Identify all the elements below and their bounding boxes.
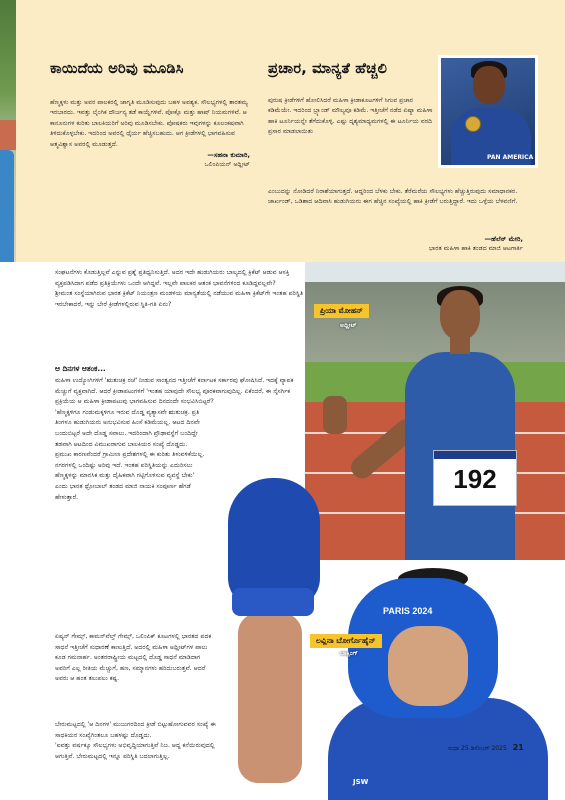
article-paragraph: 'ಹೆಣ್ಮಕ್ಕಳಿಗೂ ಗಂಡುಮಕ್ಕಳಿಗೂ ಇರುವ ದೊಡ್ಡ ವ್ಯತ್ಯಾಸವೇ ಋತುಚಕ್ರ. ಪ್ರತಿ ತಿಂಗಳೂ ಹುಡುಗಿಯರು ಅನುಭವಿಸುವ ಹಿಂಸೆ ಕಡಿಮೆಯಲ್ಲ. ಆಟದ ದಿನವೇ ಬಂದುಬಿಟ್ಟರೆ ಅದೇ ದೊಡ್ಡ ಸವಾಲು. ಇದರಿಂದಾಗಿ ಪ್ರೌಢಾವಸ್ಥೆಗೆ ಬಂದಿದ್ದೇ ತಡವಾಗಿ ಆಟದಿಂದ ವಿಮುಖರಾಗುವ ಬಾಲಕಿಯರ ಸಂಖ್ಯೆ ದೊಡ್ಡದು. ಪ್ರಮುಖ ಕಾರಣವೆಂದರೆ ಗ್ರಾಮೀಣ ಪ್ರದೇಶಗಳಲ್ಲಿ ಈ ಕುರಿತು ತಿಳುವಳಿಕೆಯಿಲ್ಲ. ನಗರಗಳಲ್ಲಿ ಒಂದಿಷ್ಟು ಅರಿವು ಇದೆ. ಇಂತಹ ಪರಿಸ್ಥಿತಿಯನ್ನು ಎದುರಿಸಲು ಹೆಣ್ಮಕ್ಕಳನ್ನು ಮಾನಸಿಕ ಮತ್ತು ದೈಹಿಕವಾಗಿ ಗಟ್ಟಿಗೊಳಿಸುವ ವ್ಯವಸ್ಥೆ ಬೇಕು' ಎಂದು ಭಾರತ ಥ್ರೋಬಾಲ್ ತಂಡದ ಮಾಜಿ ನಾಯಕಿ ಸಂಪೂರ್ಣ ಹೆಗಡೆ ಹೇಳುತ್ತಾರೆ.	[55, 408, 205, 501]
quote-right-signature-role: ಭಾರತ ಮಹಿಳಾ ಹಾಕಿ ತಂಡದ ಮಾಜಿ ಆಟಗಾರ್ತಿ	[428, 245, 523, 252]
quote-right-body-1: ಪುರುಷ ಕ್ರೀಡೆಗಳಿಗೆ ಹೋಲಿಸಿದರೆ ಮಹಿಳಾ ಕ್ರೀಡಾಕೂಟಗಳಿಗೆ ಸಿಗುವ ಪ್ರಚಾರ ಕಡಿಮೆಯೇ. ಇದರಿಂದ ಬ್ರ್ಯಾಂಡ್ ಮೌಲ್ಯವೂ ಕಡಿಮೆ. ಇತ್ತೀಚೆಗೆ ನಡೆದ ಏಷ್ಯಾ ಮಹಿಳಾ ಹಾಕಿ ಟೂರ್ನಿಯನ್ನೇ ತೆಗೆದುಕೊಳ್ಳಿ. ಎಷ್ಟು ದೃಶ್ಯಮಾಧ್ಯಮಗಳಲ್ಲಿ ಈ ಟೂರ್ನಿಯ ವರದಿ ಪ್ರಸಾರ ಮಾಡಲಾಯಿತು	[268, 97, 433, 136]
article-paragraph: ಬೇರುಮಟ್ಟದಲ್ಲಿ 'ಆ ದಿನಗಳ' ಮುಜುಗರದಿಂದ ಕ್ರೀಡೆ ಬಿಟ್ಟುಹೋಗುವವರ ಸಂಖ್ಯೆ ಈ ಸಾಧಕಿಯರ ಸಂಖ್ಯೆಗಿಂತಲೂ ಬಹಳಷ್ಟು ದೊಡ್ಡದು.	[55, 721, 216, 739]
hockey-player-photo	[438, 55, 538, 168]
runner-caption-name: ಪ್ರಿಯಾ ಮೋಹನ್	[314, 304, 369, 318]
medal-icon	[465, 116, 481, 132]
boxer-caption-name: ಲವ್ಲಿನಾ ಬೋರ್ಗೊಹೈನ್	[310, 634, 382, 648]
article-intro	[55, 268, 305, 310]
article-paragraph: ಮಹಿಳಾ ಉದ್ಯೋಗಿಗಳಿಗೆ 'ಋತುಚಕ್ರ ರಜೆ' ನೀಡುವ ಸಾಂತ್ವನದ ಇತ್ತೀಚೆಗೆ ಕರ್ನಾಟಕ ಸರ್ಕಾರವು ಘೋಷಿಸಿದೆ. ಇದಕ್ಕೆ ವ್ಯಾಪಕ ಮೆಚ್ಚುಗೆ ವ್ಯಕ್ತವಾಗಿದೆ. ಆದರೆ ಕ್ರೀಡಾಪಟುಗಳಿಗೆ 'ಇಂತಹ ಯಾವುದೇ ಸೌಲಭ್ಯ ಪೂರಕವಾಗುವುದಿಲ್ಲ. ಏಕೆಂದರೆ, ಈ ನೈಸರ್ಗಿಕ ಪ್ರಕ್ರಿಯೆಯ ಆ ಮಹಿಳಾ ಕ್ರೀಡಾಪಟುವು ಭಾಗವಹಿಸುವ ದಿನದಂದೇ ಸಂಭವಿಸಿಬಿಟ್ಟರೆ?	[55, 377, 294, 406]
quote-right-signature-block	[268, 234, 523, 254]
quote-right-body-2: ಎಂಬುದನ್ನು ನೋಡಿದರೆ ನಿರಾಶೆಯಾಗುತ್ತದೆ. ಆದ್ದರಿಂದ ಬೆಳಕು ಬೇಕು. ತೆರೆಮರೆಯ ಸೌಲಭ್ಯಗಳು ಹೆಚ್ಚುತ್ತಿರುವುದು ಸಮಾಧಾನಕರ. ಜಾರ್ಖಂಡ್, ಒಡಿಶಾದ ಆದಿವಾಸಿ ಹುಡುಗಿಯರು ಈಗ ಹೆಚ್ಚಿನ ಸಂಖ್ಯೆಯಲ್ಲಿ ಹಾಕಿ ಕ್ರೀಡೆಗೆ ಬರುತ್ತಿದ್ದಾರೆ. ಇದು ಒಳ್ಳೆಯ ಬೆಳವಣಿಗೆ.	[268, 188, 518, 206]
article-section-2	[55, 632, 215, 685]
quote-panel	[0, 0, 565, 262]
article-subheading: ಆ ದಿನಗಳ ಆತಂಕ...	[55, 364, 106, 373]
quote-right-heading: ಪ್ರಚಾರ, ಮಾನ್ಯತೆ ಹೆಚ್ಚಲಿ	[268, 61, 388, 77]
quote-left-signature-role: ಒಲಿಂಪಿಯನ್ ಅಥ್ಲೀಟ್	[204, 161, 250, 169]
quote-left	[50, 60, 250, 170]
quote-right-signature: —ಹೆಲೆನ್ ಮೇರಿ,	[484, 235, 523, 243]
article-paragraph: 'ಐವತ್ತು ವರ್ಷಕ್ಕೂ ಸೌಲಭ್ಯಗಳು ಅಭಿವೃದ್ಧಿಯಾಗುತ್ತಿವೆ ನಿಜ. ಆದ್ದ ಕನೆಯಿರುವುದಲ್ಲಿ ಆಗುತ್ತಿವೆ. ಬೇರುಮಟ್ಟದಲ್ಲಿ ಇನ್ನೂ ಪರಿಸ್ಥಿತಿ ಬದಲಾಗುತ್ತಿಲ್ಲ.	[55, 742, 215, 760]
quote-left-heading: ಕಾಯಿದೆಯ ಅರಿವು ಮೂಡಿಸಿ	[50, 61, 184, 77]
quote-left-signature: —ಸಹನಾ ಕುಮಾರಿ,	[207, 151, 250, 160]
jersey-logo: PAN AMERICA	[487, 154, 534, 161]
cropped-athlete-photo	[0, 0, 16, 262]
boxer-caption-role: ಬಾಕ್ಸಿಂಗ್	[340, 650, 358, 657]
headgear-text: PARIS 2024	[383, 606, 433, 616]
article-paragraph: ಸಂಘಟನೆಗಳು ಕೊಡುತ್ತಿಲ್ಲವೆ ಎನ್ನುವ ಪ್ರಶ್ನೆ ಪ್ರತಿಧ್ವನಿಸುತ್ತಿದೆ. ಅದರ ಇದೇ ಹುಡುಗಿಯರು ಬಾಲ್ಯದಲ್ಲಿ ಕ್ರಿಕೆಟ್ ಆಡುವ ಆಸಕ್ತಿ ವ್ಯಕ್ತಪಡಿಸಿದಾಗ ಪಡೆದ ಪ್ರತಿಕ್ರಿಯೆಗಳು ಒಂದೇ ಆಗಿದ್ದವೆ. ಇಲ್ಲವೇ ಪಾಲಕರ ಆತಂಕ ಭಾವನೆಗಳಿಂದ ಕೂಡಿದ್ದವಲ್ಲವೇ?	[55, 269, 290, 287]
runner-caption-role: ಅಥ್ಲೀಟ್	[340, 322, 357, 329]
quote-left-body: ಹೆಣ್ಮಕ್ಕಳು ಮತ್ತು ಅವರ ಪಾಲಕರಲ್ಲಿ ಜಾಗೃತಿ ಮೂಡಿಸುವುದು ಬಹಳ ಅವಶ್ಯಕ. ಸೌಲಭ್ಯಗಳಲ್ಲಿ ತಾರತಮ್ಯ ಇರಬಾರದು. ಇವತ್ತು ಲೈಂಗಿಕ ದೌರ್ಜನ್ಯ ತಡೆ ಕಾಯ್ದೆಗಳಿವೆ. ಪೋಕ್ಸೊ ಮತ್ತು ಹಾಷ್ ನಿಯಮಗಳಿವೆ. ಆ ಕಾನೂನುಗಳ ಕುರಿತು ಬಾಲಕಿಯರಿಗೆ ಅರಿವು ಮೂಡಿಸಬೇಕು. ಪೋಷಕರು ಇವುಗಳನ್ನು ಕೂಲಂಕಷವಾಗಿ ತಿಳಿದುಕೊಳ್ಳಬೇಕು. ಇದರಿಂದ ಅವರಲ್ಲಿ ಧೈರ್ಯ ಹೆಚ್ಚಿಸಬಹುದು. ಆಗ ಕ್ರೀಡೆಗಳಲ್ಲಿ ಭಾಗವಹಿಸುವ ಆತ್ಮವಿಶ್ವಾಸ ಅವರಲ್ಲಿ ಮೂಡುತ್ತದೆ.	[50, 99, 248, 148]
magazine-issue: ಸುಧಾ 25 ಡಿಸೆಂಬರ್ 2025	[448, 745, 507, 752]
page-footer	[448, 743, 524, 753]
bib-number: 192	[453, 464, 497, 494]
page-number: 21	[512, 743, 524, 752]
article-paragraph: ಶ್ರೀಮಂತ ಸಂಸ್ಥೆಯಾಗಿರುವ ಭಾರತ ಕ್ರಿಕೆಟ್ ನಿಯಂತ್ರಣ ಮಂಡಳಿಯ ಮಾನ್ಯತೆಯಲ್ಲಿ ನಡೆಯುವ ಮಹಿಳಾ ಕ್ರಿಕೆಟ್‌ಗೇ ಇಂತಹ ಪರಿಸ್ಥಿತಿ ಇರಬೇಕಾದರೆ, ಇನ್ನು ಬೇರೆ ಕ್ರೀಡೆಗಳಲ್ಲಿರುವ ಸ್ಥಿತಿ-ಗತಿ ಏನು?	[55, 290, 304, 308]
jersey-logo: JSW	[353, 778, 369, 786]
article-paragraph: ಏಷ್ಯನ್ ಗೇಮ್ಸ್, ಕಾಮನ್‌ವೆಲ್ತ್ ಗೇಮ್ಸ್, ಒಲಿಂಪಿಕ್ ಕೂಟಗಳಲ್ಲಿ ಭಾರತದ ಪದಕ ಸಾಧನೆ ಇತ್ತೀಚೆಗೆ ಸುಧಾರಣೆ ಕಾಣುತ್ತಿದೆ. ಅದರಲ್ಲಿ ಮಹಿಳಾ ಅಥ್ಲೀಟ್‌ಗಳ ಪಾಲು ಕೂಡ ಗಮನಾರ್ಹ. ಅಂತರರಾಷ್ಟ್ರೀಯ ಮಟ್ಟದಲ್ಲಿ ದೊಡ್ಡ ಸಾಧನೆ ಮಾಡಿದಾಗ ಅವರಿಗೆ ಎಲ್ಲ ರೀತಿಯ ಮೆಚ್ಚುಗೆ, ಹಣ, ಸಮ್ಮಾನಗಳು ಹರಿದುಬರುತ್ತವೆ. ಆದರೆ ಅವರು ಆ ಹಂತ ತಲುಪಲು ಕಷ್ಟ.	[55, 633, 212, 683]
